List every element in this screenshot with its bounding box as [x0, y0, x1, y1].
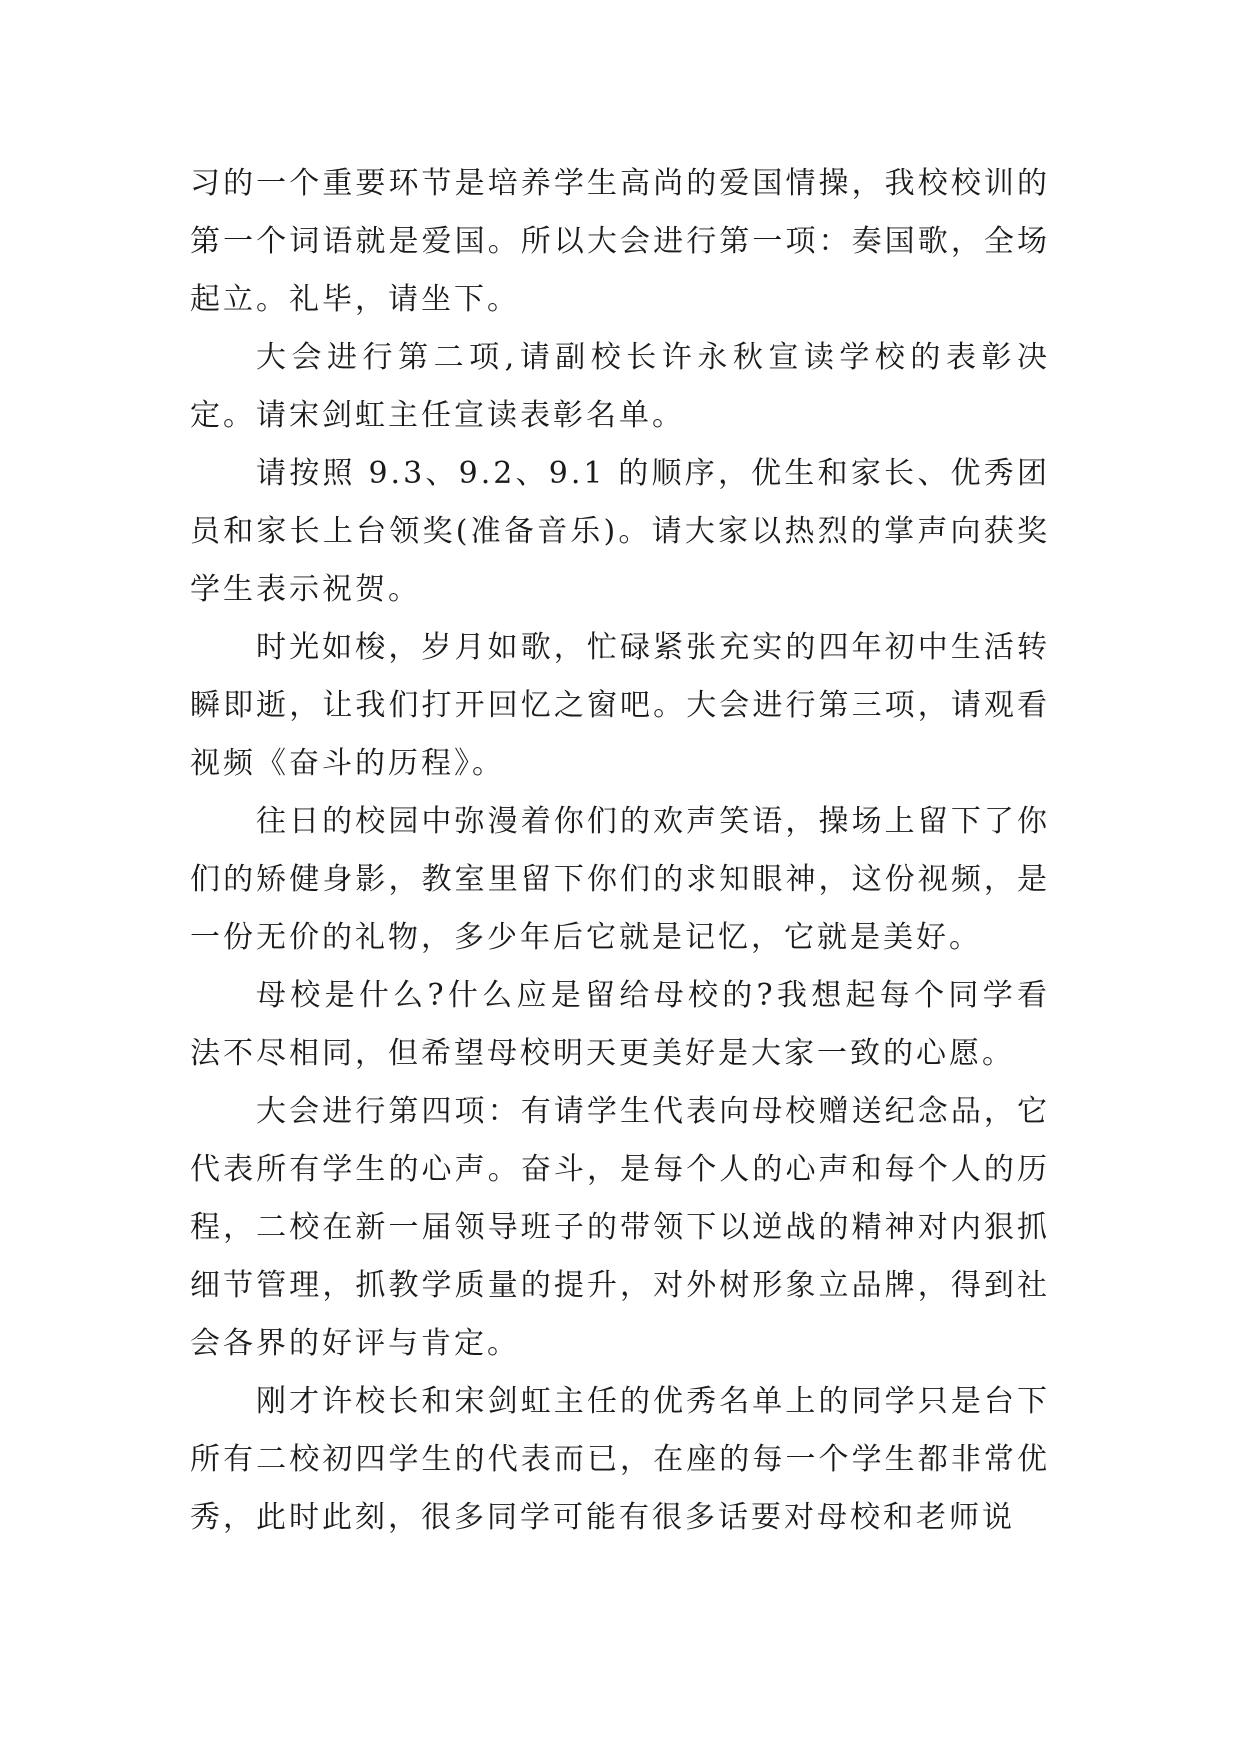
paragraph: 大会进行第四项：有请学生代表向母校赠送纪念品，它代表所有学生的心声。奋斗，是每个人的心声和每个人的历程，二校在新一届领导班子的带领下以逆战的精神对内狠抓细节管理，抓教学质量的提升，对外树形象立品牌，得到社会各界的好评与肯定。 [190, 1094, 1050, 1361]
paragraph: 时光如梭，岁月如歌，忙碌紧张充实的四年初中生活转瞬即逝，让我们打开回忆之窗吧。大会进行第三项，请观看视频《奋斗的历程》。 [190, 630, 1050, 781]
paragraph: 大会进行第二项,请副校长许永秋宣读学校的表彰决定。请宋剑虹主任宣读表彰名单。 [190, 340, 1050, 433]
paragraph: 请按照 9.3、9.2、9.1 的顺序，优生和家长、优秀团员和家长上台领奖(准备音乐)。请大家以热烈的掌声向获奖学生表示祝贺。 [190, 456, 1050, 607]
paragraph: 母校是什么?什么应是留给母校的?我想起每个同学看法不尽相同，但希望母校明天更美好是大家一致的心愿。 [190, 978, 1050, 1071]
paragraph-continued: 习的一个重要环节是培养学生高尚的爱国情操，我校校训的第一个词语就是爱国。所以大会进行第一项：奏国歌，全场起立。礼毕，请坐下。 [190, 166, 1050, 317]
document-body [190, 155, 1050, 1547]
paragraph: 往日的校园中弥漫着你们的欢声笑语，操场上留下了你们的矫健身影，教室里留下你们的求知眼神，这份视频，是一份无价的礼物，多少年后它就是记忆，它就是美好。 [190, 804, 1050, 955]
paragraph: 刚才许校长和宋剑虹主任的优秀名单上的同学只是台下所有二校初四学生的代表而已，在座的每一个学生都非常优秀，此时此刻，很多同学可能有很多话要对母校和老师说 [190, 1384, 1050, 1535]
